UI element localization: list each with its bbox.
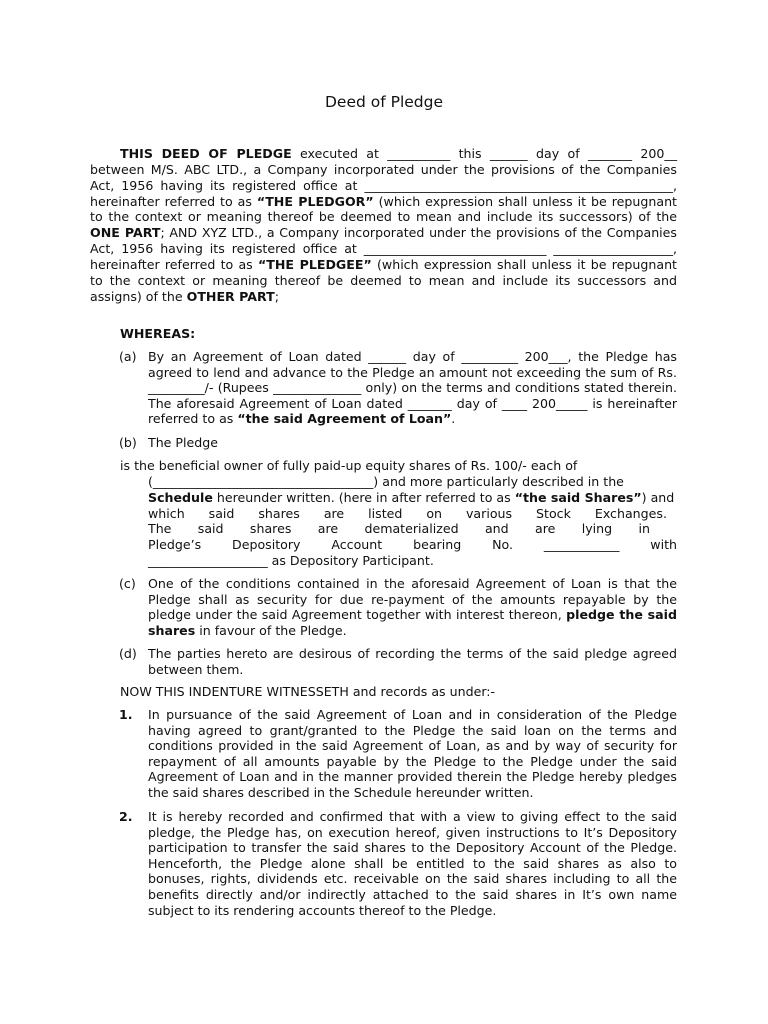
word: which: [148, 506, 185, 521]
word: various: [465, 506, 513, 521]
schedule-term: Schedule: [148, 490, 213, 505]
word: said: [197, 521, 224, 536]
recital-b-line-text: hereunder written. (here in after referred to as: [212, 490, 515, 505]
word: lying: [581, 521, 613, 536]
word: are: [317, 521, 339, 536]
word: Pledge’s: [148, 537, 202, 552]
word: bearing: [413, 537, 462, 552]
word: shares: [249, 521, 292, 536]
word: said: [208, 506, 235, 521]
intro-text: ;: [274, 288, 279, 304]
intro-text: executed at __________ this ______ day of _______ 200__ between M/S. ABC LTD., a Company incorporated under the provisions of the Companies Act, 1956 having its registered office at _________________________________________________, hereinafter referred to as: [90, 146, 677, 209]
word: Exchanges.: [594, 506, 667, 521]
other-part-term: OTHER PART: [186, 288, 275, 304]
recital-b-line: ___________________ as Depository Participant.: [148, 553, 434, 568]
intro-lead-bold: THIS DEED OF PLEDGE: [120, 146, 292, 161]
one-part-term: ONE PART: [90, 225, 161, 241]
word: and: [484, 521, 509, 536]
recital-c-end: in favour of the Pledge.: [195, 622, 347, 638]
clause-2-marker: [119, 809, 133, 825]
word: Depository: [232, 537, 301, 552]
intro-text: (which expression shall unless it be repugnant to the context or meaning thereof be deemed to mean and include its successors and assigns) of the: [90, 256, 677, 304]
word: ____________: [543, 537, 620, 552]
pledgee-term: “THE PLEDGEE”: [257, 256, 372, 272]
recital-b-line-text: ) and: [641, 490, 675, 505]
word: in: [638, 521, 650, 536]
recital-b-line-text: is the beneficial owner of fully paid-up equity shares of Rs. 100/- each of: [120, 458, 578, 473]
word: on: [426, 506, 443, 521]
recital-c-marker: (c): [119, 576, 136, 591]
recital-b-line: [148, 506, 667, 522]
word: No.: [492, 537, 513, 552]
whereas-heading-text: WHEREAS:: [120, 326, 196, 341]
word: shares: [258, 506, 300, 521]
word: with: [650, 537, 677, 552]
witnesseth-line: NOW THIS INDENTURE WITNESSETH and records as under:-: [120, 684, 496, 699]
intro-text: (which expression shall unless it be repugnant to the context or meaning thereof be deemed to mean and include its successors) of the: [90, 193, 677, 225]
recital-d-marker: (d): [119, 646, 137, 661]
intro-text: ; AND XYZ LTD., a Company incorporated under the provisions of the Companies Act, 1956 having its registered office at _____________________________ ___________________, hereinafter referred to as: [90, 225, 677, 272]
recital-b-text: The Pledge: [148, 435, 219, 450]
word: are: [535, 521, 556, 536]
recital-b-line: [148, 537, 677, 553]
clause-1: In pursuance of the said Agreement of Loan and in consideration of the Pledge having agreed to grant/granted to the Pledge the said loan on the terms and conditions provided in the said Agreement of Loan, as and by way of security for repayment of all amounts payable by the Pledge to the Pledge under the said Agreement of Loan and in the manner provided therein the Pledge hereby pledges the said shares described in the Schedule hereunder written.: [148, 707, 677, 800]
clause-number: 1.: [119, 707, 133, 722]
recital-a-text: By an Agreement of Loan dated ______ day of _________ 200___, the Pledge has agreed to lend and advance to the Pledge an amount not exceeding the sum of Rs. _________/- (Rupees ______________ only) on the terms and conditions stated therein. The aforesaid Agreement of Loan dated _______ day of ____ 200_____ is hereinafter referred to as: [148, 349, 677, 427]
clause-2: It is hereby recorded and confirmed that with a view to giving effect to the said pledge, the Pledge has, on execution hereof, given instructions to It’s Depository participation to transfer the said shares to the Depository Account of the Pledge. Henceforth, the Pledge alone shall be entitled to the said shares as also to bonuses, rights, dividends etc. receivable on the said shares including to all the benefits directly and/or indirectly attached to the said shares in It’s own name subject to its rendering accounts thereof to the Pledge.: [148, 809, 677, 918]
clause-1-marker: [119, 707, 133, 723]
word: are: [323, 506, 345, 521]
recital-a-bold: “the said Agreement of Loan”: [237, 411, 452, 427]
recital-a: [148, 349, 677, 427]
recital-c-bold: pledge the said shares: [148, 607, 677, 638]
word: Account: [331, 537, 383, 552]
word: dematerialized: [364, 521, 459, 536]
whereas-heading: [120, 326, 195, 342]
recital-b-line: [148, 521, 650, 537]
clause-number: 2.: [119, 809, 133, 824]
recital-b-line: [120, 458, 677, 474]
pledgor-term: “THE PLEDGOR”: [256, 193, 374, 209]
recital-b-marker: (b): [119, 435, 137, 450]
word: The: [148, 521, 172, 536]
recital-a-marker: (a): [119, 349, 137, 364]
said-shares-term: “the said Shares”: [514, 490, 642, 505]
word: Stock: [536, 506, 571, 521]
recital-c-text: One of the conditions contained in the aforesaid Agreement of Loan is that the Pledge shall as security for due re-payment of the amounts repayable by the pledge under the said Agreement together with interest thereon,: [148, 576, 677, 623]
recital-a-end: .: [451, 411, 456, 427]
recital-c: [148, 576, 677, 638]
recital-b-line: (___________________________________) and more particularly described in the: [148, 474, 624, 489]
word: listed: [368, 506, 403, 521]
recital-b-line: [148, 490, 674, 506]
document-title: Deed of Pledge: [324, 93, 444, 111]
recital-d: The parties hereto are desirous of recording the terms of the said pledge agreed between them.: [148, 646, 677, 677]
